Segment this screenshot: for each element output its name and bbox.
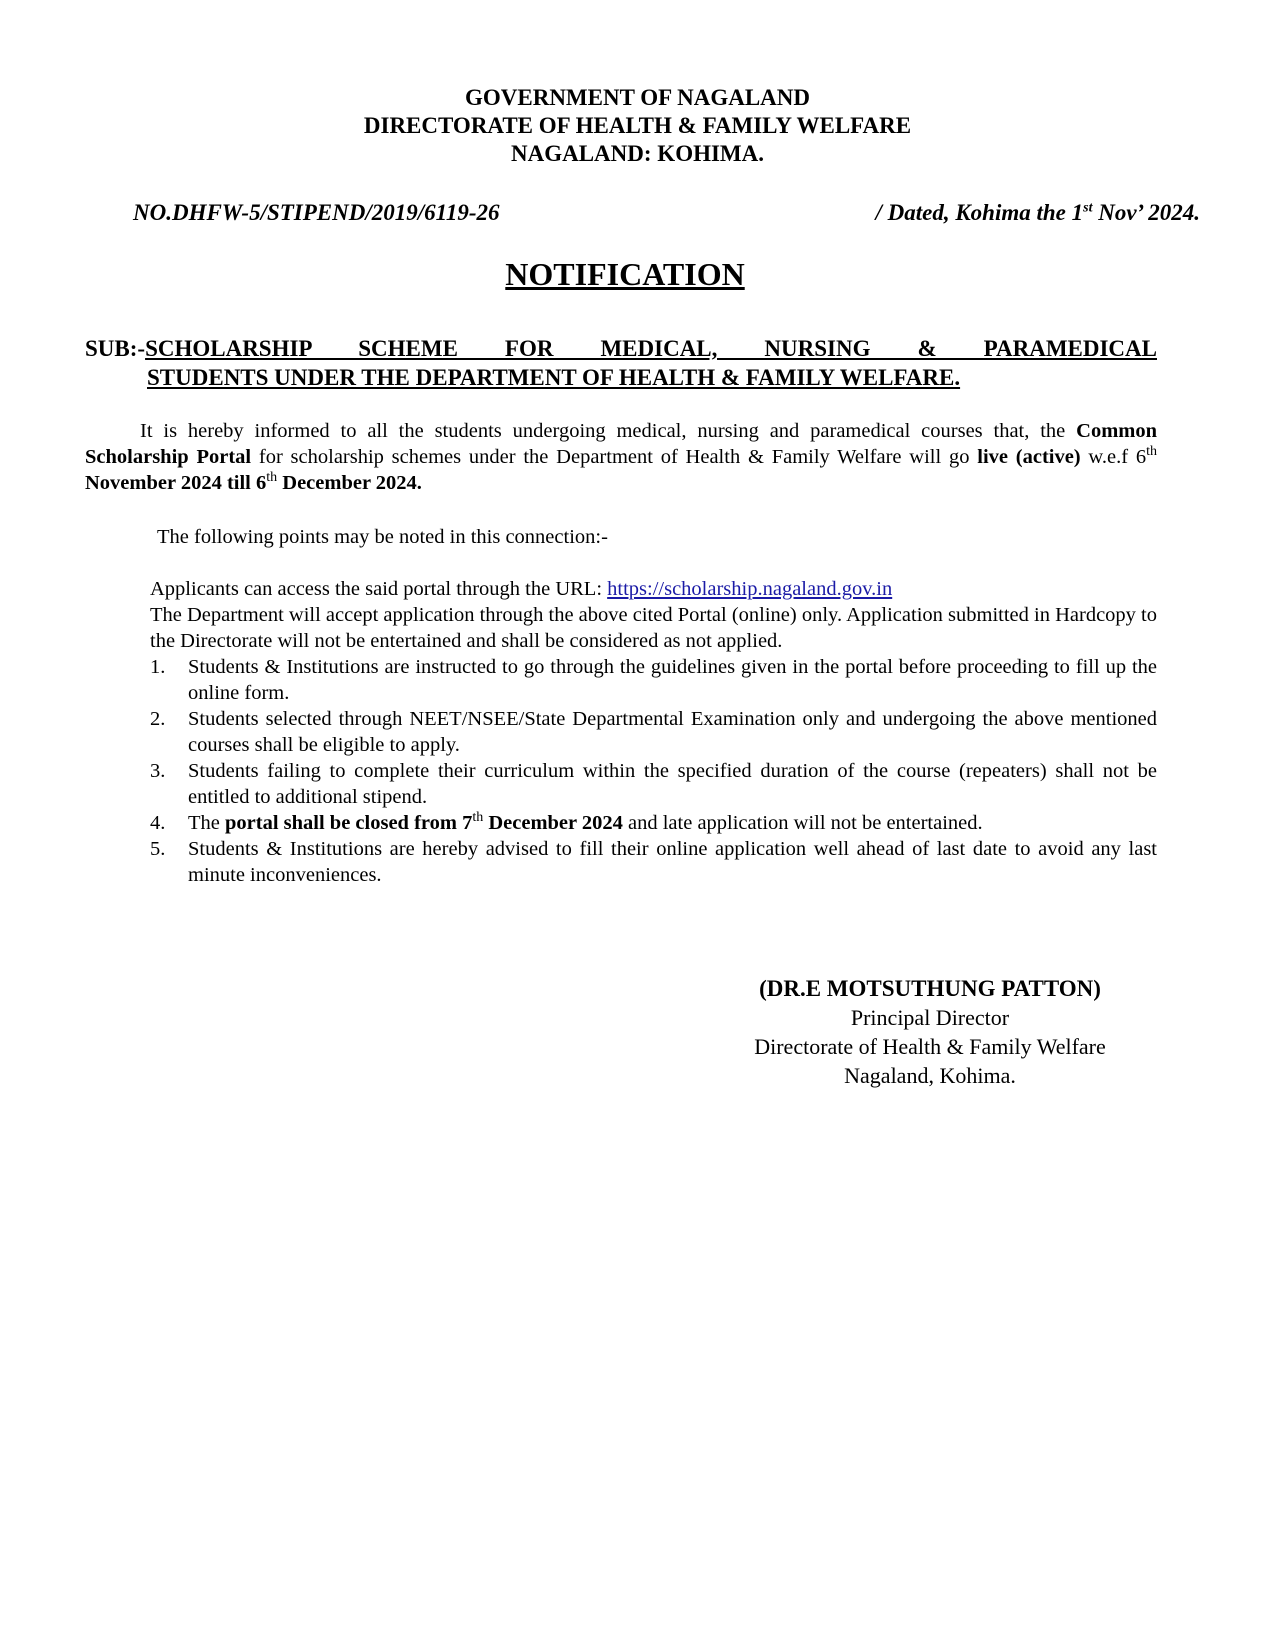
notification-title: NOTIFICATION — [505, 256, 745, 292]
following-points-text: The following points may be noted in this connection:- — [157, 526, 608, 548]
portal-url-paragraph — [150, 576, 1157, 654]
reference-number: NO.DHFW-5/STIPEND/2019/6119-26 — [133, 200, 500, 225]
url-line: Applicants can access the said portal through the URL: https://scholarship.nagaland.gov.in — [150, 578, 893, 600]
intro-paragraph: It is hereby informed to all the students undergoing medical, nursing and paramedical courses that, the Common Scholarship Portal for scholarship schemes under the Department of Health & Family Welfare will go live (active) w.e.f 6th November 2024 till 6th December 2024. — [85, 420, 1157, 494]
signature-block — [700, 974, 1160, 1090]
letterhead-government: GOVERNMENT OF NAGALAND — [464, 85, 810, 110]
signatory-name: (DR.E MOTSUTHUNG PATTON) — [759, 976, 1101, 1001]
list-item: 3. Students failing to complete their curriculum within the specified duration of the course (repeaters) shall not be entitled to additional stipend. — [150, 760, 1157, 808]
letterhead-directorate: DIRECTORATE OF HEALTH & FAMILY WELFARE — [363, 113, 912, 138]
reference-date: / Dated, Kohima the 1st Nov’ 2024. — [875, 200, 1200, 225]
reference-line — [133, 200, 1200, 230]
signatory-place: Nagaland, Kohima. — [844, 1063, 1016, 1088]
portal-url-link[interactable]: https://scholarship.nagaland.gov.in — [607, 578, 893, 600]
points-list — [150, 654, 1157, 888]
list-item: 1. Students & Institutions are instructed to go through the guidelines given in the portal before proceeding to fill up the online form. — [150, 656, 1157, 704]
subject — [85, 334, 1157, 392]
list-item: 5. Students & Institutions are hereby advised to fill their online application well ahead of last date to avoid any last minute inconveniences. — [150, 838, 1157, 886]
subject-line-1: SUB:-SCHOLARSHIP SCHEME FOR MEDICAL, NURSING & PARAMEDICAL — [85, 336, 1157, 361]
letterhead-location: NAGALAND: KOHIMA. — [511, 141, 764, 166]
list-item: 2. Students selected through NEET/NSEE/State Departmental Examination only and undergoing the above mentioned courses shall be eligible to apply. — [150, 708, 1157, 756]
online-only-text: The Department will accept application through the above cited Portal (online) only. Application submitted in Hardcopy to the Directorate will not be entertained and shall be considered as not applied. — [150, 604, 1157, 652]
signatory-office: Directorate of Health & Family Welfare — [754, 1034, 1106, 1059]
subject-line-2: STUDENTS UNDER THE DEPARTMENT OF HEALTH & FAMILY WELFARE. — [147, 365, 961, 390]
signatory-designation: Principal Director — [850, 1005, 1010, 1030]
letterhead — [0, 84, 1275, 168]
list-item: 4. The portal shall be closed from 7th December 2024 and late application will not be entertained. — [150, 810, 983, 834]
